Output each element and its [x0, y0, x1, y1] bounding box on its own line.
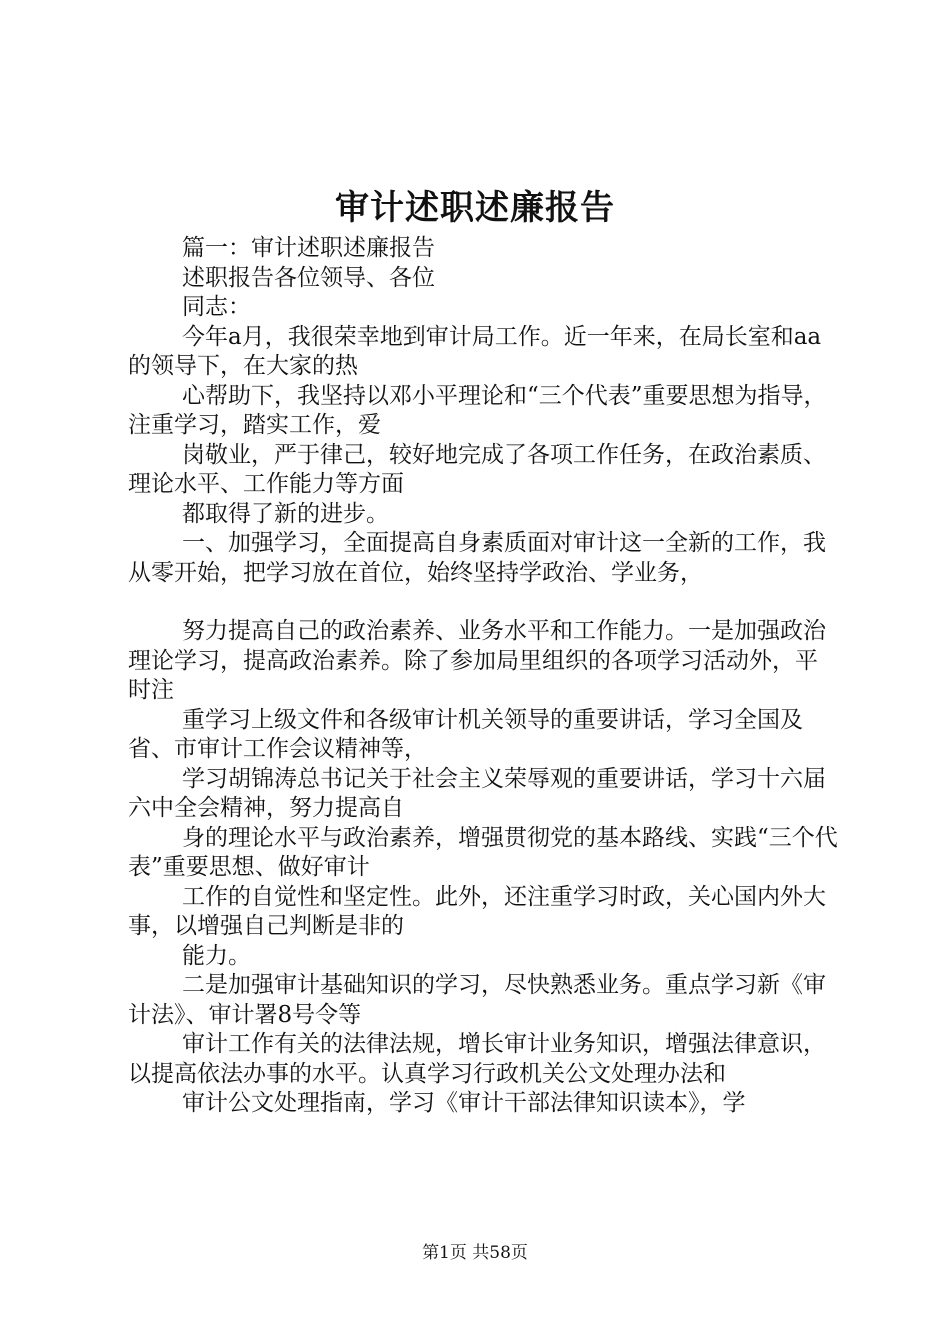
page-footer: 第1页 共58页: [422, 1243, 528, 1263]
paragraph: 审计工作有关的法律法规，增长审计业务知识，增强法律意识，以提高依法办事的水平。认真学习行政机关公文处理办法和: [128, 1031, 826, 1087]
paragraph: 审计公文处理指南，学习《审计干部法律知识读本》，学: [182, 1090, 746, 1116]
paragraph: 述职报告各位领导、各位: [182, 264, 435, 291]
paragraph: 能力。: [182, 942, 251, 969]
document-title: 审计述职述廉报告: [335, 188, 615, 228]
paragraph: 都取得了新的进步。: [182, 500, 389, 527]
paragraph: 今年a月，我很荣幸地到审计局工作。近一年来，在局长室和aa的领导下，在大家的热: [128, 323, 822, 379]
paragraph: 一、加强学习，全面提高自身素质面对审计这一全新的工作，我从零开始，把学习放在首位，始终坚持学政治、学业务，: [128, 530, 826, 586]
paragraph: 重学习上级文件和各级审计机关领导的重要讲话，学习全国及省、市审计工作会议精神等，: [128, 706, 803, 762]
paragraph: 心帮助下，我坚持以邓小平理论和“三个代表”重要思想为指导，注重学习，踏实工作，爱: [128, 382, 827, 438]
paragraph: 同志：: [182, 294, 251, 320]
paragraph: 二是加强审计基础知识的学习，尽快熟悉业务。重点学习新《审计法》、审计署8号令等: [128, 972, 826, 1028]
paragraph: 工作的自觉性和坚定性。此外，还注重学习时政，关心国内外大事，以增强自己判断是非的: [128, 883, 826, 939]
paragraph: 岗敬业，严于律己，较好地完成了各项工作任务，在政治素质、理论水平、工作能力等方面: [128, 441, 826, 497]
document-body: [128, 234, 838, 1119]
paragraph: 学习胡锦涛总书记关于社会主义荣辱观的重要讲话，学习十六届六中全会精神，努力提高自: [128, 765, 826, 821]
paragraph: 努力提高自己的政治素养、业务水平和工作能力。一是加强政治理论学习，提高政治素养。除了参加局里组织的各项学习活动外，平时注: [128, 618, 826, 703]
paragraph: 身的理论水平与政治素养，增强贯彻党的基本路线、实践“三个代表”重要思想、做好审计: [128, 824, 838, 880]
paragraph: 篇一：审计述职述廉报告: [182, 235, 435, 261]
